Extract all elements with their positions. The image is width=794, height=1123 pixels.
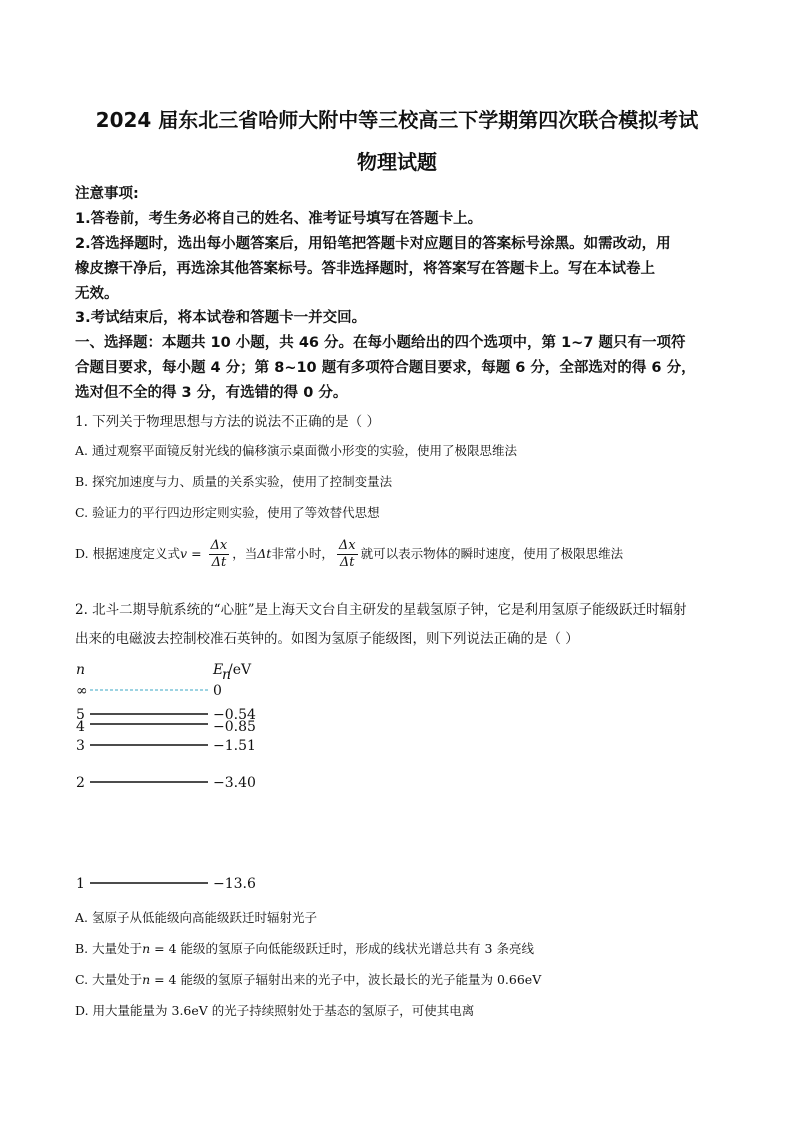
level-energy-label-6: −13.6 [213,876,256,892]
velocity-symbol: v [180,546,188,561]
option-b-prefix: B. 大量处于 [75,941,143,956]
option-b-suffix: = 4 能级的氢原子向低能级跃迁时，形成的线状光谱总共有 3 条亮线 [150,941,534,956]
question-1-stem: 1. 下列关于物理思想与方法的说法不正确的是（ ） [75,414,380,430]
equals-sign: = [187,546,206,561]
fraction-denominator: Δt [211,555,227,570]
hydrogen-energy-level-diagram [70,652,290,892]
section-intro-line1: 一、选择题：本题共 10 小题，共 46 分。在每小题给出的四个选项中，第 1~7 题只有一项符 [75,335,686,351]
option-d-prefix: D. 根据速度定义式 [75,546,181,561]
question-1-option-d [75,538,623,571]
level-energy-label-5: −3.40 [213,775,256,791]
level-energy-label-1: 0 [213,683,222,699]
option-d-mid2: 非常小时， [271,546,334,561]
n-symbol: n [142,941,151,956]
fraction-numerator-2: Δx [338,538,356,553]
notice-item-2-line1: 2.答选择题时，选出每小题答案后，用铅笔把答题卡对应题目的答案标号涂黑。如需改动，用 [75,236,671,252]
level-energy-label-2: −0.54 [213,707,256,723]
question-2-stem-line2: 出来的电磁波去控制校准石英钟的。如图为氢原子能级图，则下列说法正确的是（ ） [75,631,579,647]
question-1-option-b: B. 探究加速度与力、质量的关系实验，使用了控制变量法 [75,474,393,489]
velocity-fraction [209,538,230,571]
exam-title: 2024 届东北三省哈师大附中等三校高三下学期第四次联合模拟考试 [95,108,699,132]
n-symbol: n [142,972,151,987]
notice-item-2-line3: 无效。 [75,286,119,302]
notice-item-3: 3.考试结束后，将本试卷和答题卡一并交回。 [75,310,367,326]
question-2-option-c [75,970,541,988]
option-d-suffix: 就可以表示物体的瞬时速度，使用了极限思维法 [360,546,624,561]
level-n-label-5: 2 [76,775,85,791]
level-n-label-4: 3 [76,738,85,754]
question-2-option-b [75,939,534,957]
notice-heading: 注意事项: [75,186,139,202]
fraction-denominator-2: Δt [339,555,355,570]
velocity-fraction-2 [337,538,358,571]
option-c-suffix: = 4 能级的氢原子辐射出来的光子中，波长最长的光子能量为 0.66eV [150,972,542,987]
exam-subtitle: 物理试题 [357,150,437,174]
level-n-label-1: ∞ [76,683,88,699]
fraction-numerator: Δx [210,538,228,553]
n-axis-label: n [76,662,86,678]
level-n-label-6: 1 [76,876,85,892]
energy-axis-unit: /eV [228,662,252,678]
level-energy-label-4: −1.51 [213,738,256,754]
question-1-option-c: C. 验证力的平行四边形定则实验，使用了等效替代思想 [75,505,380,520]
notice-item-2-line2: 橡皮擦干净后，再选涂其他答案标号。答非选择题时，将答案写在答题卡上。写在本试卷上 [75,261,655,277]
option-d-mid1: ，当 [232,546,258,561]
level-energy-label-3: −0.85 [213,719,256,735]
question-2-option-a: A. 氢原子从低能级向高能级跃迁时辐射光子 [75,910,317,925]
question-1-option-a: A. 通过观察平面镜反射光线的偏移演示桌面微小形变的实验，使用了极限思维法 [75,443,517,458]
level-n-label-3: 4 [76,719,85,735]
energy-axis-subscript: n [222,667,232,683]
energy-axis-label: E [213,662,224,678]
question-2-option-d: D. 用大量能量为 3.6eV 的光子持续照射处于基态的氢原子，可使其电离 [75,1003,475,1018]
delta-t-symbol: Δt [257,546,272,561]
notice-item-1: 1.答卷前，考生务必将自己的姓名、准考证号填写在答题卡上。 [75,211,483,227]
option-c-prefix: C. 大量处于 [75,972,143,987]
question-2-stem-line1: 2. 北斗二期导航系统的“心脏”是上海天文台自主研发的星载氢原子钟，它是利用氢原子能级跃迁时辐射 [75,602,687,618]
energy-levels [76,683,256,892]
section-intro-line2: 合题目要求，每小题 4 分；第 8~10 题有多项符合题目要求，每题 6 分，全部选对的得 6 分， [75,360,696,376]
level-n-label-2: 5 [76,707,85,723]
section-intro-line3: 选对但不全的得 3 分，有选错的得 0 分。 [75,385,348,401]
